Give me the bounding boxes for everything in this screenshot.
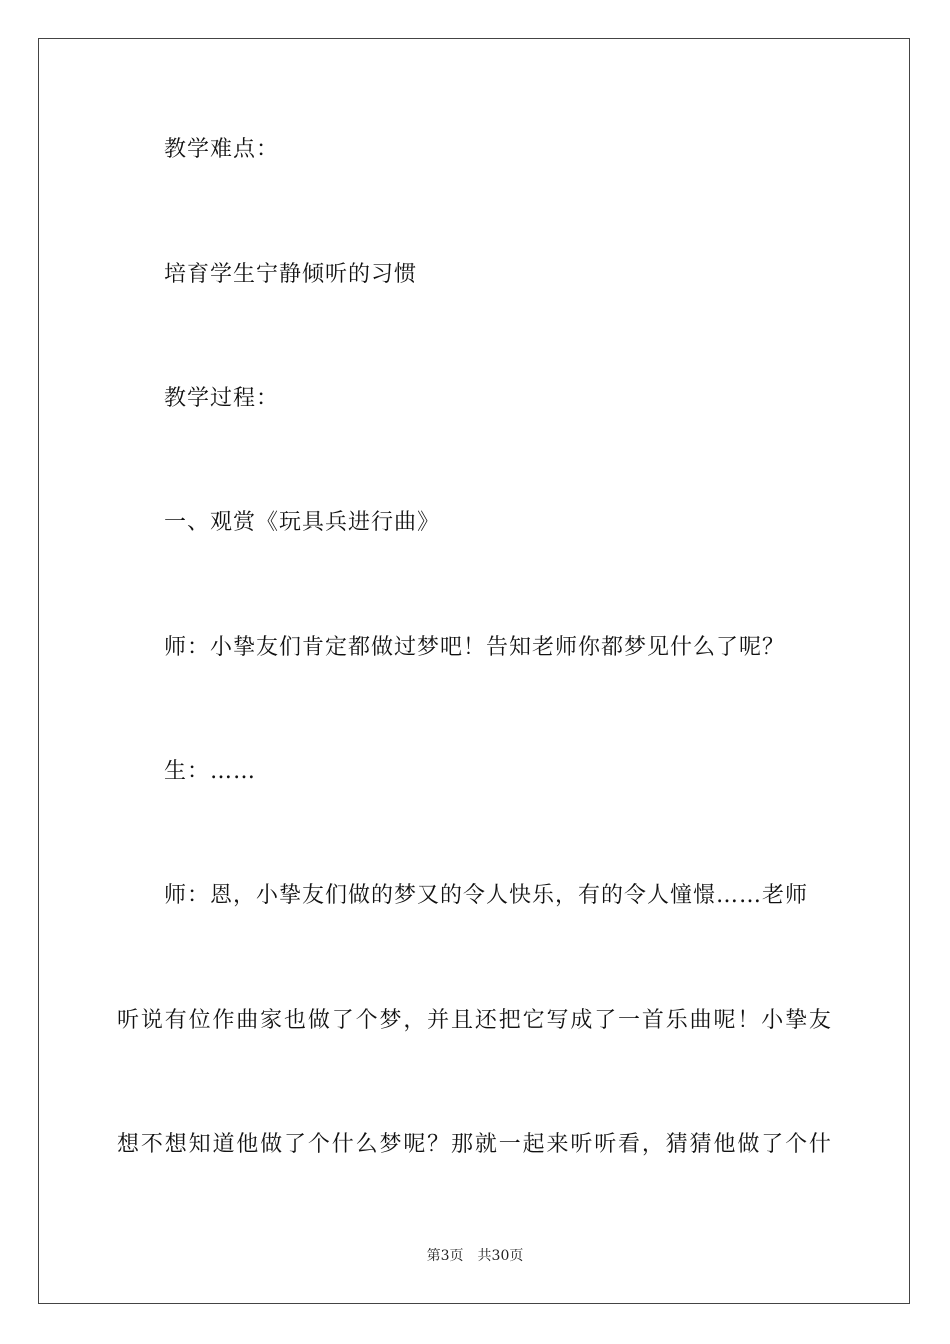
dialogue-teacher-2-line-2: 听 说 有 位 作 曲 家 也 做 了 个 梦 ， 并 且 还 把 它 写 成 了 一 首 乐 曲 呢 ！ 小 挚 友 [117, 1008, 831, 1033]
dialogue-teacher-1: 师：小挚友们肯定都做过梦吧！告知老师你都梦见什么了呢？ [164, 635, 786, 660]
heading-teaching-difficulty: 教学难点： [164, 137, 280, 162]
page-border [38, 38, 910, 1304]
dialogue-student-1: 生：…… [164, 759, 257, 784]
heading-teaching-process: 教学过程： [164, 386, 280, 411]
dialogue-teacher-2-line-1: 师：恩，小挚友们做的梦又的令人快乐，有的令人憧憬……老师 [164, 883, 809, 908]
dialogue-teacher-2-line-3: 想 不 想 知 道 他 做 了 个 什 么 梦 呢 ？ 那 就 一 起 来 听 听 看 ， 猜 猜 他 做 了 个 什 [117, 1132, 831, 1157]
page-number: 第3页 [426, 1248, 464, 1264]
section-heading-toy-soldier-march: 一、观赏《玩具兵进行曲》 [164, 510, 441, 535]
paragraph-difficulty-content: 培育学生宁静倾听的习惯 [164, 262, 418, 287]
total-pages: 共30页 [477, 1248, 524, 1264]
page-footer [0, 1246, 950, 1266]
